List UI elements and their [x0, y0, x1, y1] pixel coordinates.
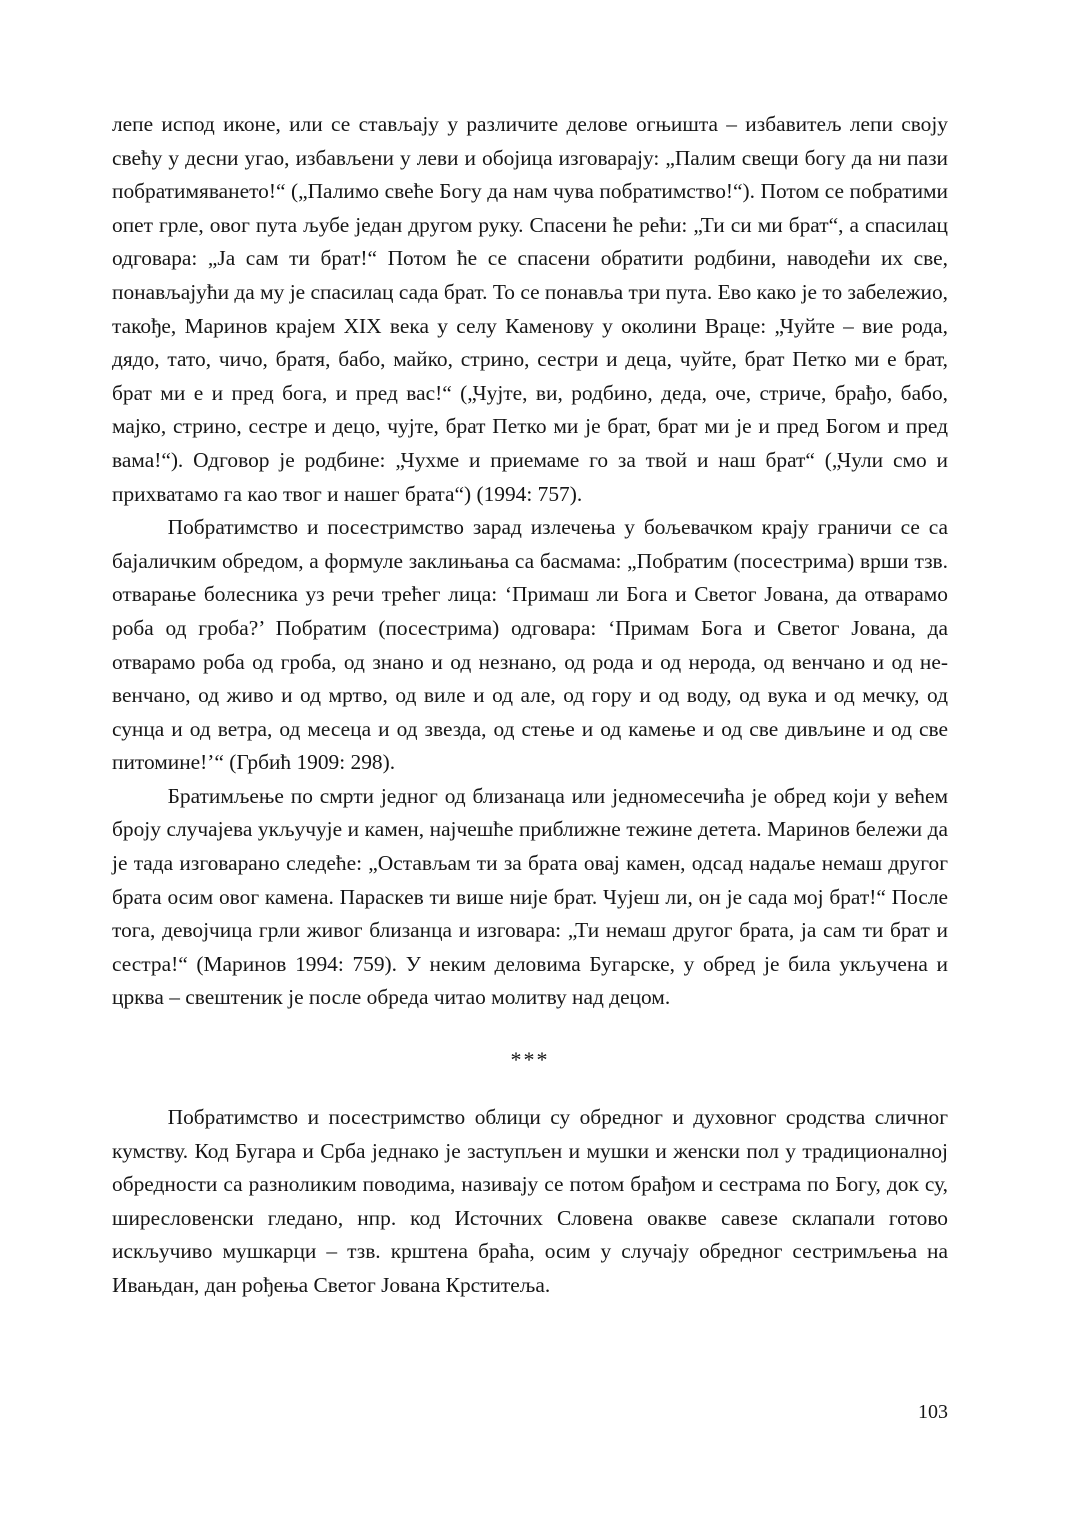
page-body — [112, 108, 948, 1303]
paragraph-1: лепе испод иконе, или се стављају у различите делове огњишта – избавитељ лепи своју свећу у десни угао, избављени у леви и обојица изговарају: „Палим свещи богу да ни пази побратимяването!“ („Палимо свеће Богу да нам чува побратимство!“). Потом се побратими опет грле, овог пута љубе један другом руку. Спасени ће рећи: „Ти си ми брат“, а спасилац одговара: „Ја сам ти брат!“ Потом ће се спасени обратити родбини, наводећи их све, понављајући да му је спасилац сада брат. То се понавља три пута. Ево како је то забележио, такође, Маринов крајем XIX века у селу Каменову у околини Враце: „Чуйте – вие рода, дядо, тато, чичо, братя, бабо, майко, стрино, сестри и деца, чуйте, брат Петко ми е брат, брат ми е и пред бога, и пред вас!“ („Чујте, ви, родбино, деда, оче, стриче, брађо, бабо, мајко, стрино, сестре и децо, чујте, брат Петко ми је брат, брат ми је и пред Богом и пред вама!“). Одговор је родбине: „Чухме и приемаме го за твой и наш брат“ („Чули смо и прихватамо га као твог и нашег брата“) (1994: 757). — [112, 112, 948, 506]
paragraph-2: Побратимство и посестримство зарад излечења у бољевачком крају граничи се са бајаличким обредом, а формуле заклињања са басмама: „Побратим (посестрима) врши тзв. отварање болесника уз речи трећег лица: ‘Примаш ли Бога и Светог Јована, да отварамо роба од гроба?’ Побратим (посестрима) одговара: ‘Примам Бога и Светог Јована, да отварамо роба од гроба, од знано и од незнано, од рода и од нерода, од венчано и од невенчано, од живо и од мртво, од виле и од але, од гору и од воду, од вука и од мечку, од сунца и од ветра, од месеца и од звезда, од стење и од камење и од све дивљине и од све питомине!’“ (Грбић 1909: 298). — [112, 515, 948, 775]
paragraph-4: Побратимство и посестримство облици су обредног и духовног сродства сличног кумству. Код Бугара и Срба једнако је заступљен и мушки и женски пол у традиционалној обредности са разноликим поводима, називају се потом брађом и сестрама по Богу, док су, ширесловенски гледано, нпр. код Источних Словена овакве савезе склапали готово искључиво мушкарци – тзв. крштена браћа, осим у случају обредног сестримљења на Ивањдан, дан рођења Светог Јована Крститеља. — [112, 1105, 948, 1297]
section-separator: *** — [510, 1047, 550, 1073]
paragraph-3: Братимљење по смрти једног од близанаца или једномесечића је обред који у већем броју случајева укључује и камен, најчешће приближне тежине детета. Маринов бележи да је тада изговарано следеће: „Остављам ти за брата овај камен, одсад надаље немаш другог брата осим овог камена. Параскев ти више није брат. Чујеш ли, он је сада мој брат!“ После тога, девојчица грли живог близанца и изговара: „Ти немаш другог брата, ја сам ти брат и сестра!“ (Маринов 1994: 759). У неким деловима Бугарске, у обред је била укључена и црква – свештеник је после обреда читао молитву над децом. — [112, 783, 948, 1010]
page-number: 103 — [918, 1401, 948, 1423]
